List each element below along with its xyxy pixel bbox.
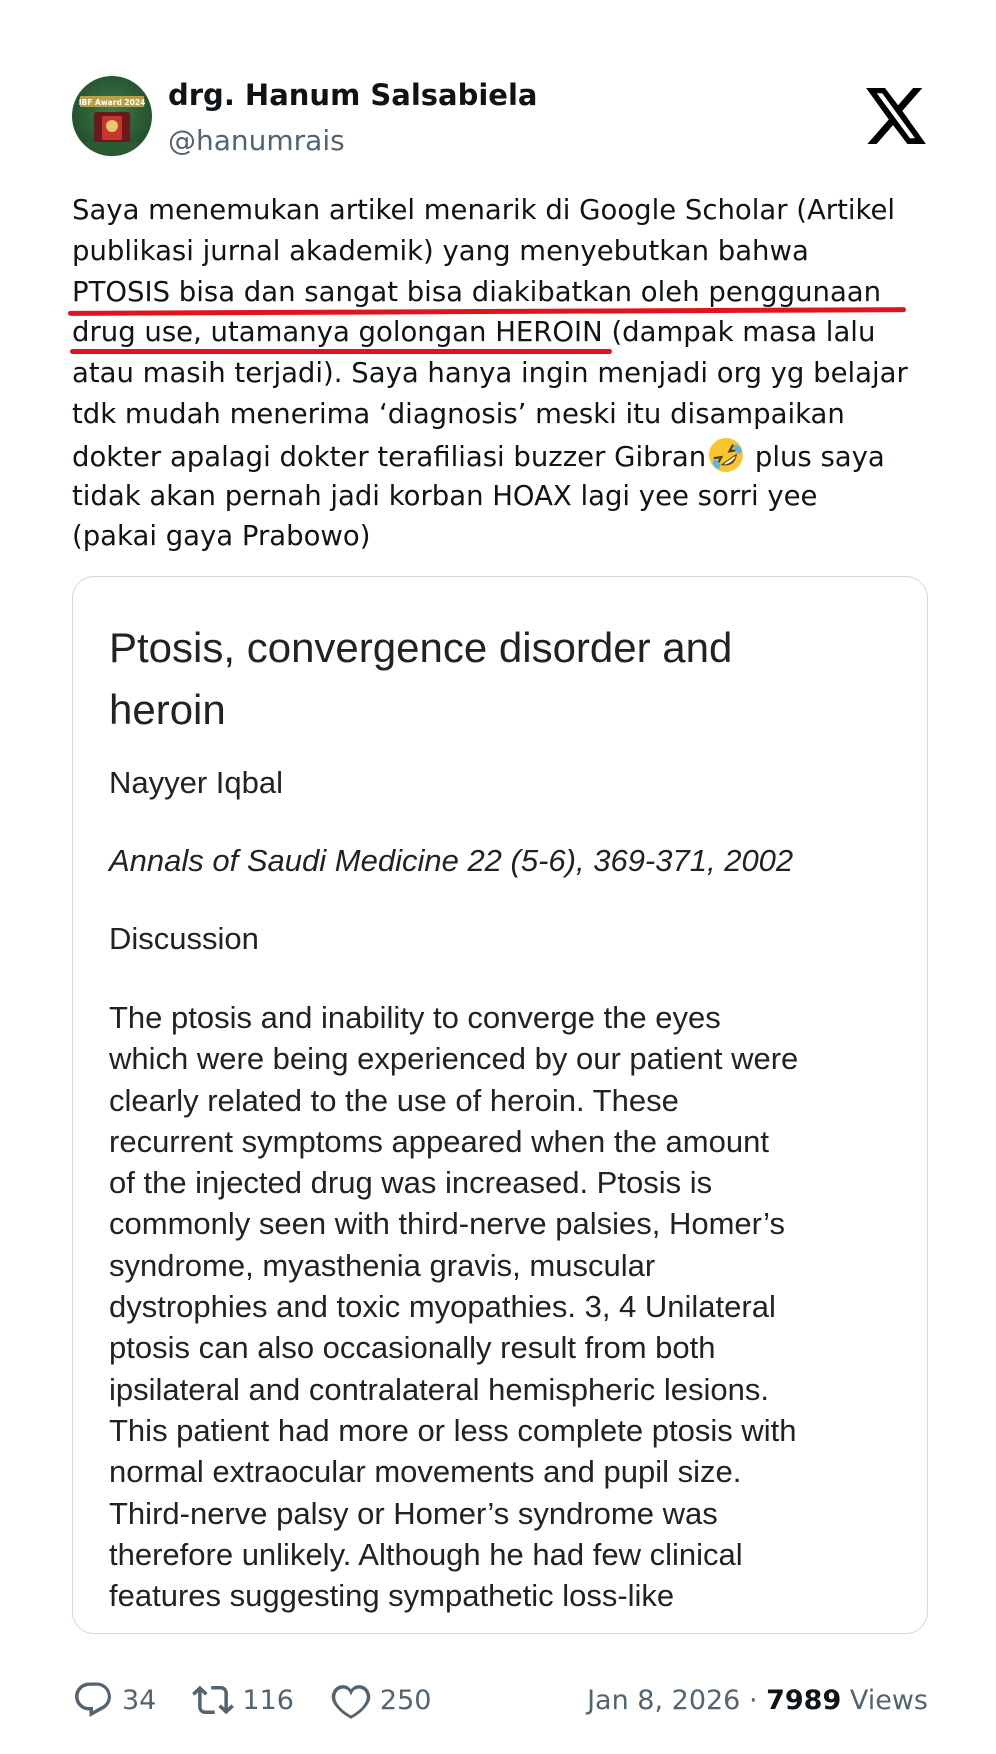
display-name[interactable]: drg. Hanum Salsabiela — [168, 78, 538, 112]
repost-button[interactable] — [192, 1679, 294, 1721]
article-body-line: syndrome, myasthenia gravis, muscular — [109, 1247, 656, 1283]
views-count: 7989 — [766, 1684, 842, 1716]
views-label: Views — [841, 1684, 928, 1716]
tweet-meta — [587, 1685, 928, 1716]
tweet-line-4-suffix: (dampak masa lalu — [602, 316, 876, 349]
tweet-line-4 — [72, 312, 932, 353]
heart-icon — [330, 1679, 372, 1721]
article-body — [109, 997, 899, 1616]
tweet-line-7-text: dokter apalagi dokter terafiliasi buzzer Gibran — [72, 440, 707, 473]
article-journal: Annals of Saudi Medicine 22 (5-6), 369-371, 2002 — [109, 843, 794, 878]
article-body-line: clearly related to the use of heroin. These — [109, 1082, 679, 1118]
like-button[interactable] — [330, 1679, 432, 1721]
article-content — [109, 617, 899, 1616]
tweet-line-7-suffix: plus saya — [746, 440, 885, 473]
attached-image-card[interactable] — [72, 576, 928, 1634]
reply-count: 34 — [122, 1684, 157, 1716]
article-author: Nayyer Iqbal — [109, 765, 284, 800]
article-body-line: of the injected drug was increased. Ptosis is — [109, 1165, 713, 1201]
article-body-line: commonly seen with third-nerve palsies, Homer’s — [109, 1206, 785, 1242]
article-title — [109, 617, 899, 741]
repost-count: 116 — [242, 1684, 294, 1716]
article-body-line: normal extraocular movements and pupil size. — [109, 1454, 742, 1490]
article-body-line: ipsilateral and contralateral hemispheric lesions. — [109, 1371, 769, 1407]
tweet-line-3: PTOSIS bisa dan sangat bisa diakibatkan oleh penggunaan — [72, 275, 882, 308]
article-body-line: dystrophies and toxic myopathies. 3, 4 Unilateral — [109, 1289, 776, 1325]
tweet-line-8: tidak akan pernah jadi korban HOAX lagi yee sorri yee — [72, 479, 818, 512]
reply-button[interactable] — [72, 1679, 156, 1721]
like-count: 250 — [379, 1684, 432, 1716]
user-handle[interactable]: @hanumrais — [168, 124, 345, 157]
article-body-line: The ptosis and inability to converge the eyes — [109, 1000, 721, 1035]
tweet-line-7 — [72, 435, 932, 476]
tweet-line-9: (pakai gaya Prabowo) — [72, 520, 371, 553]
tweet-text — [72, 190, 932, 557]
tweet-line-6: tdk mudah menerima ‘diagnosis’ meski itu disampaikan — [72, 397, 845, 430]
article-body-line: ptosis can also occasionally result from both — [109, 1330, 716, 1366]
article-title-line-2: heroin — [109, 686, 226, 733]
article-body-line: recurrent symptoms appeared when the amount — [109, 1123, 769, 1159]
reply-icon — [72, 1679, 114, 1721]
post-date[interactable]: Jan 8, 2026 — [587, 1684, 741, 1716]
article-body-line: which were being experienced by our patient were — [109, 1041, 799, 1077]
tweet-footer — [72, 1676, 928, 1724]
avatar-image — [72, 76, 152, 156]
highlight-underline-2 — [70, 349, 612, 354]
x-logo-icon[interactable] — [866, 88, 926, 144]
article-body-line: Third-nerve palsy or Homer’s syndrome was — [109, 1495, 718, 1531]
tweet-line-5: atau masih terjadi). Saya hanya ingin menjadi org yg belajar — [72, 357, 908, 390]
tweet-line-1: Saya menemukan artikel menarik di Google Scholar (Artikel — [72, 194, 896, 226]
tweet-line-4-highlight: drug use, utamanya golongan HEROIN — [72, 316, 603, 349]
tweet-line-2: publikasi jurnal akademik) yang menyebutkan bahwa — [72, 234, 809, 267]
svg-text:IBF Award 2024: IBF Award 2024 — [78, 98, 146, 107]
article-section-heading: Discussion — [109, 921, 259, 956]
rolling-laughing-emoji-icon — [706, 435, 746, 475]
avatar[interactable] — [72, 76, 152, 156]
repost-icon — [192, 1679, 234, 1721]
meta-separator: · — [740, 1684, 767, 1716]
article-body-line: This patient had more or less complete ptosis with — [109, 1412, 797, 1448]
article-title-line-1: Ptosis, convergence disorder and — [109, 624, 733, 671]
article-body-line: therefore unlikely. Although he had few clinical — [109, 1536, 743, 1572]
article-body-line: features suggesting sympathetic loss-like — [109, 1578, 675, 1614]
